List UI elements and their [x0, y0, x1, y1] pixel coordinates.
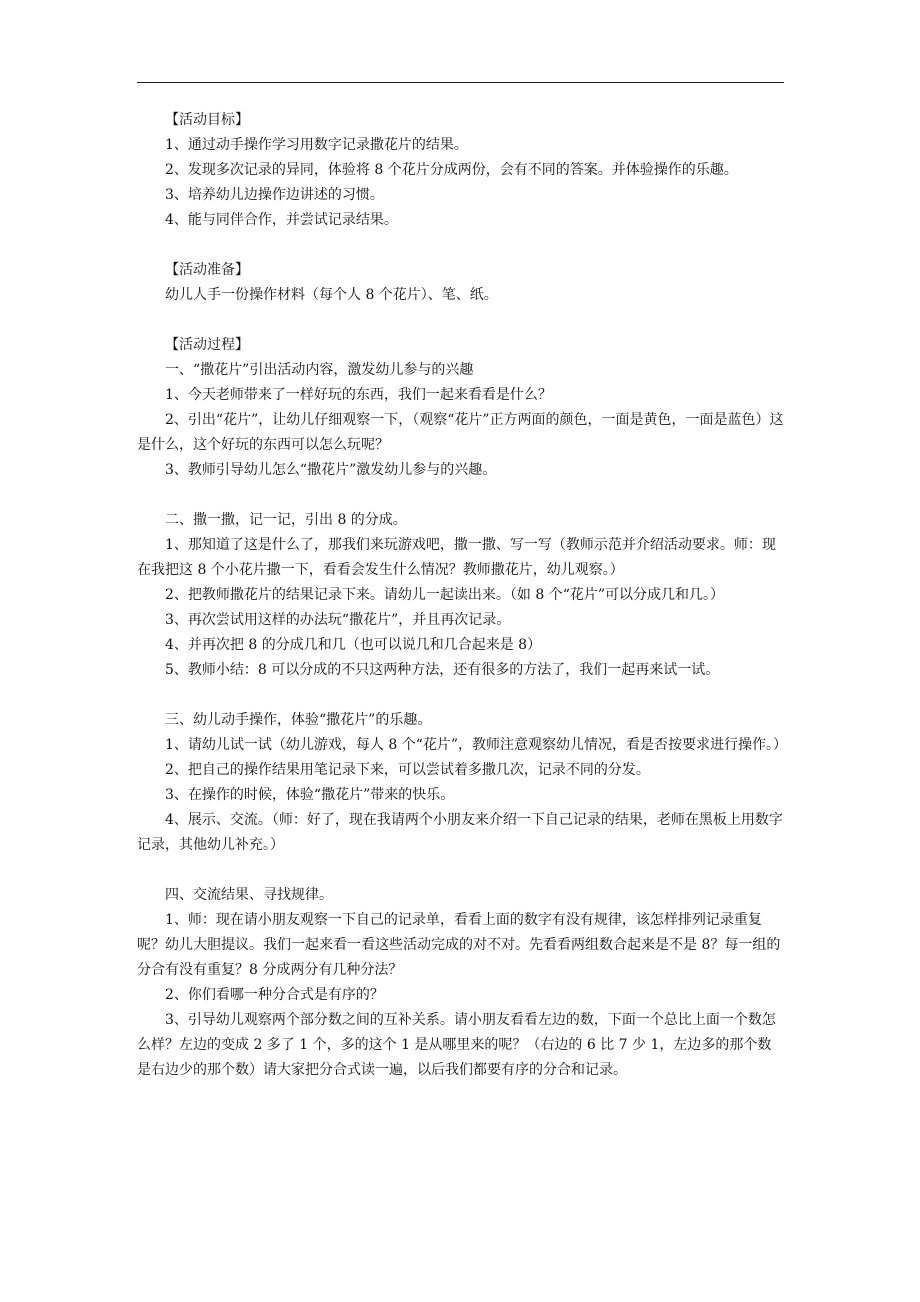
section-heading-goals: 【活动目标】 — [165, 112, 249, 128]
paragraph: 5、教师小结：8 可以分成的不只这两种方法，还有很多的方法了，我们一起再来试一试。 — [165, 662, 720, 678]
paragraph: 四、交流结果、寻找规律。 — [165, 887, 333, 903]
paragraph: 3、引导幼儿观察两个部分数之间的互补关系。请小朋友看看左边的数，下面一个总比上面一个数怎么样？左边的变成 2 多了 1 个，多的这个 1 是从哪里来的呢？（右边的 6 比 7 少 1，左边多的那个数是右边少的那个数）请大家把分合式读一遍，以后我们都要有序的分合和记录。 — [137, 1012, 776, 1078]
paragraph: 4、能与同伴合作，并尝试记录结果。 — [165, 212, 398, 228]
section-heading-preparation: 【活动准备】 — [165, 262, 249, 278]
paragraph: 2、发现多次记录的异同，体验将 8 个花片分成两份，会有不同的答案。并体验操作的乐趣。 — [165, 162, 738, 178]
paragraph: 三、幼儿动手操作，体验“撒花片”的乐趣。 — [165, 712, 432, 728]
paragraph: 1、请幼儿试一试（幼儿游戏，每人 8 个“花片”，教师注意观察幼儿情况，看是否按要求进行操作。） — [165, 737, 788, 753]
spacer — [137, 858, 784, 883]
paragraph: 3、教师引导幼儿怎么“撒花片”激发幼儿参与的兴趣。 — [165, 462, 497, 478]
spacer — [137, 308, 784, 333]
paragraph: 3、培养幼儿边操作边讲述的习惯。 — [165, 187, 384, 203]
document-body — [137, 108, 788, 1083]
paragraph: 2、引出“花片”，让幼儿仔细观察一下，（观察“花片”正方两面的颜色，一面是黄色，一面是蓝色）这是什么，这个好玩的东西可以怎么玩呢？ — [137, 412, 784, 453]
spacer — [137, 233, 784, 258]
paragraph: 一、“撒花片”引出活动内容，激发幼儿参与的兴趣 — [165, 362, 474, 378]
header-rule — [137, 82, 784, 83]
paragraph: 4、展示、交流。（师：好了，现在我请两个小朋友来介绍一下自己记录的结果，老师在黑板上用数字记录，其他幼儿补充。） — [137, 812, 783, 853]
paragraph: 4、并再次把 8 的分成几和几（也可以说几和几合起来是 8） — [165, 637, 542, 653]
spacer — [137, 483, 784, 508]
paragraph: 3、再次尝试用这样的办法玩“撒花片”，并且再次记录。 — [165, 612, 511, 628]
paragraph: 1、今天老师带来了一样好玩的东西，我们一起来看看是什么？ — [165, 387, 552, 403]
paragraph: 3、在操作的时候，体验“撒花片”带来的快乐。 — [165, 787, 455, 803]
paragraph: 1、通过动手操作学习用数字记录撒花片的结果。 — [165, 137, 468, 153]
paragraph: 2、把自己的操作结果用笔记录下来，可以尝试着多撒几次，记录不同的分发。 — [165, 762, 650, 778]
paragraph: 二、撒一撒，记一记，引出 8 的分成。 — [165, 512, 407, 528]
spacer — [137, 683, 784, 708]
section-heading-process: 【活动过程】 — [165, 337, 249, 353]
paragraph: 2、你们看哪一种分合式是有序的？ — [165, 987, 384, 1003]
paragraph: 1、那知道了这是什么了，那我们来玩游戏吧，撒一撒、写一写（教师示范并介绍活动要求。师：现在我把这 8 个小花片撒一下，看看会发生什么情况？教师撒花片，幼儿观察。） — [137, 537, 776, 578]
paragraph: 幼儿人手一份操作材料（每个人 8 个花片）、笔、纸。 — [165, 287, 498, 303]
paragraph: 2、把教师撒花片的结果记录下来。请幼儿一起读出来。（如 8 个“花片”可以分成几和几。） — [165, 587, 725, 603]
paragraph: 1、师：现在请小朋友观察一下自己的记录单，看看上面的数字有没有规律，该怎样排列记录重复呢？幼儿大胆提议。我们一起来看一看这些活动完成的对不对。先看看两组数合起来是不是 8？每一组的分合有没有重复？8 分成两分有几种分法？ — [137, 912, 781, 978]
